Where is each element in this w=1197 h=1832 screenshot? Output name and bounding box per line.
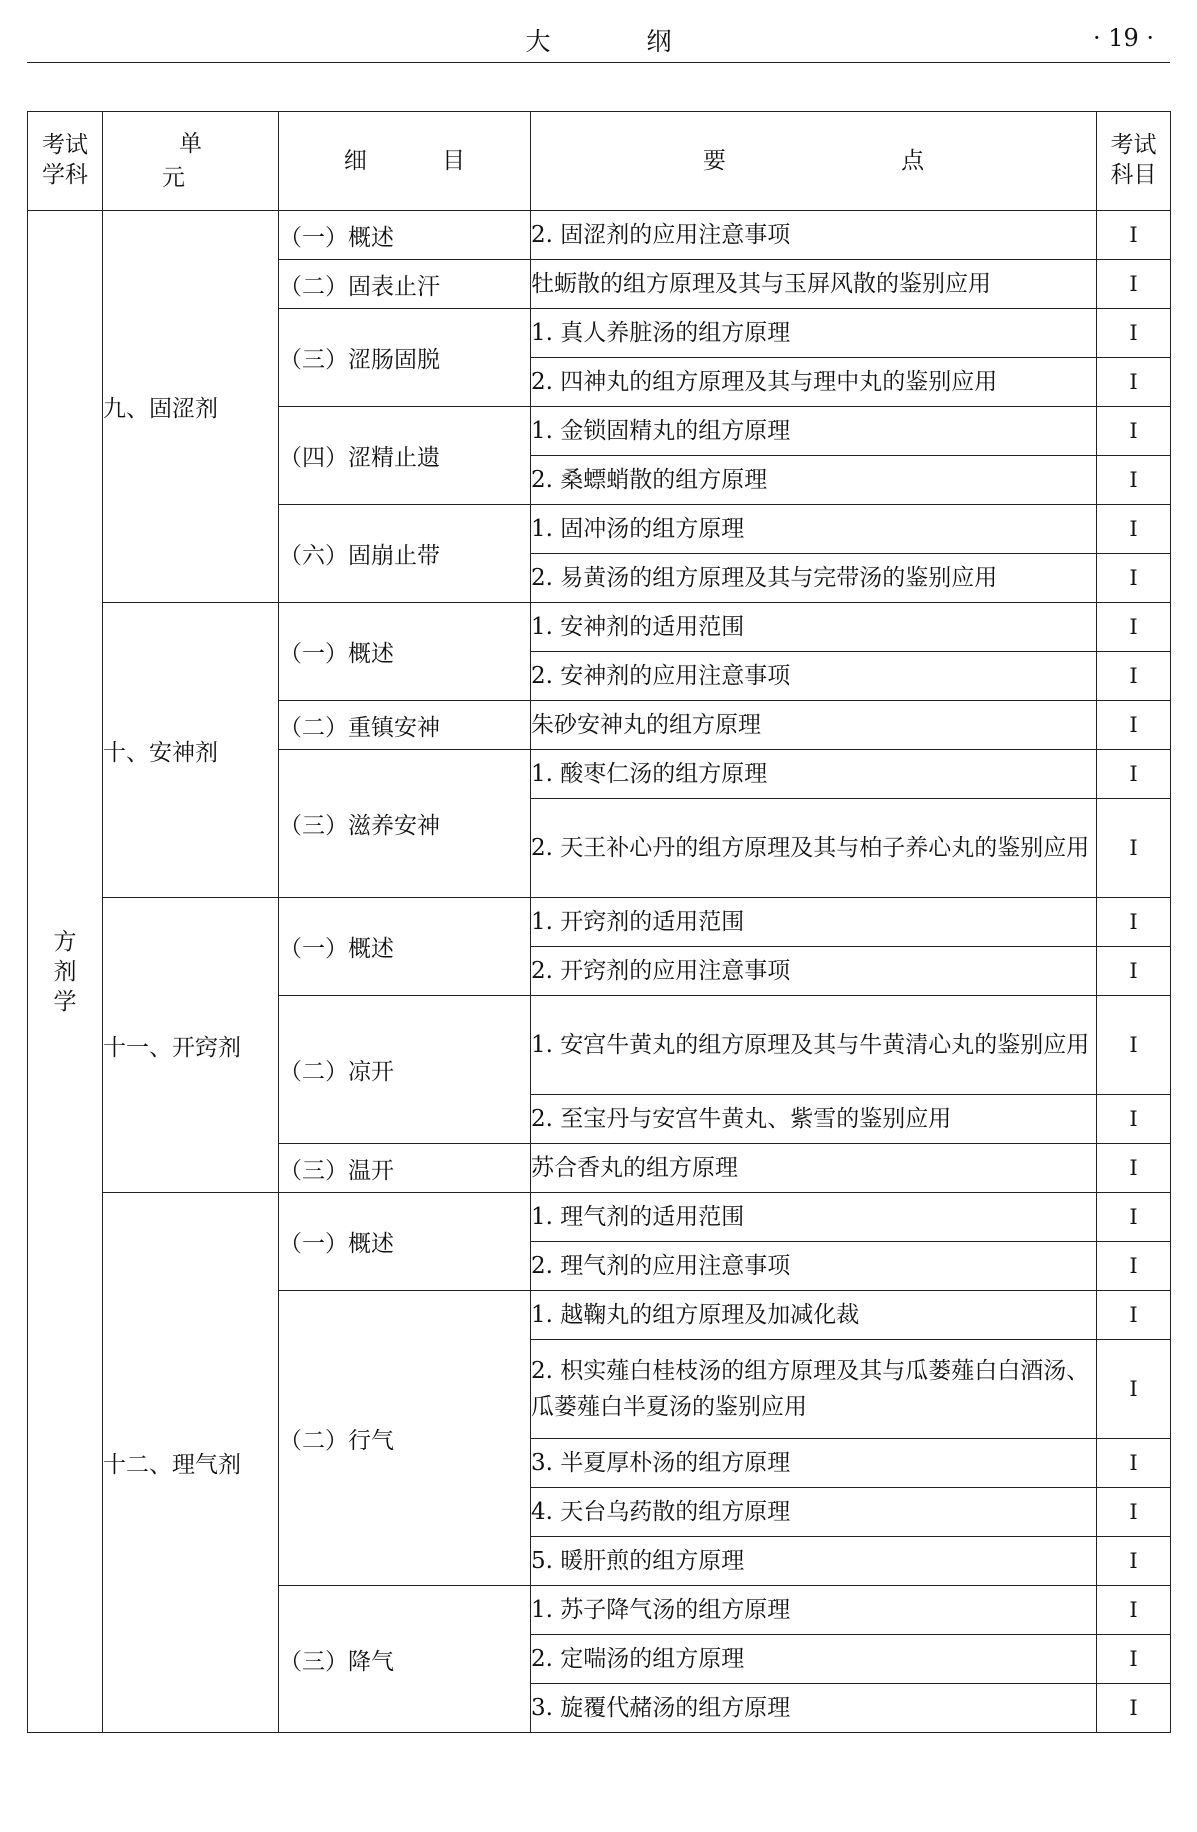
point-cell: 4. 天台乌药散的组方原理 bbox=[531, 1488, 1097, 1537]
detail-cell: （二）固表止汗 bbox=[279, 260, 531, 309]
point-cell: 1. 理气剂的适用范围 bbox=[531, 1193, 1097, 1242]
level-cell: Ⅰ bbox=[1097, 898, 1171, 947]
point-cell: 2. 桑螵蛸散的组方原理 bbox=[531, 456, 1097, 505]
detail-cell: （三）温开 bbox=[279, 1144, 531, 1193]
level-cell: Ⅰ bbox=[1097, 260, 1171, 309]
column-header-point: 要 点 bbox=[531, 112, 1097, 211]
level-cell: Ⅰ bbox=[1097, 750, 1171, 799]
table-header-row bbox=[28, 112, 1171, 211]
point-cell: 1. 安神剂的适用范围 bbox=[531, 603, 1097, 652]
detail-cell: （二）凉开 bbox=[279, 996, 531, 1144]
point-cell: 1. 安宫牛黄丸的组方原理及其与牛黄清心丸的鉴别应用 bbox=[531, 996, 1097, 1095]
level-cell: Ⅰ bbox=[1097, 1095, 1171, 1144]
point-cell: 2. 枳实薤白桂枝汤的组方原理及其与瓜蒌薤白白酒汤、瓜蒌薤白半夏汤的鉴别应用 bbox=[531, 1340, 1097, 1439]
column-header-detail: 细 目 bbox=[279, 112, 531, 211]
level-cell: Ⅰ bbox=[1097, 456, 1171, 505]
point-cell: 朱砂安神丸的组方原理 bbox=[531, 701, 1097, 750]
level-cell: Ⅰ bbox=[1097, 407, 1171, 456]
detail-cell: （三）涩肠固脱 bbox=[279, 309, 531, 407]
detail-cell: （二）行气 bbox=[279, 1291, 531, 1586]
point-cell: 2. 开窍剂的应用注意事项 bbox=[531, 947, 1097, 996]
table-row bbox=[28, 603, 1171, 652]
subject-cell bbox=[28, 211, 103, 1733]
level-cell: Ⅰ bbox=[1097, 947, 1171, 996]
point-cell: 2. 天王补心丹的组方原理及其与柏子养心丸的鉴别应用 bbox=[531, 799, 1097, 898]
point-cell: 2. 理气剂的应用注意事项 bbox=[531, 1242, 1097, 1291]
table-row bbox=[28, 898, 1171, 947]
detail-cell: （一）概述 bbox=[279, 898, 531, 996]
column-header-unit: 单 元 bbox=[103, 112, 279, 211]
column-header-subject: 考试学科 bbox=[28, 112, 103, 211]
point-cell: 2. 易黄汤的组方原理及其与完带汤的鉴别应用 bbox=[531, 554, 1097, 603]
detail-cell: （一）概述 bbox=[279, 603, 531, 701]
page-title: 大 纲 bbox=[525, 27, 716, 56]
point-cell: 2. 安神剂的应用注意事项 bbox=[531, 652, 1097, 701]
level-cell: Ⅰ bbox=[1097, 1193, 1171, 1242]
level-cell: Ⅰ bbox=[1097, 211, 1171, 260]
level-cell: Ⅰ bbox=[1097, 1586, 1171, 1635]
point-cell: 1. 酸枣仁汤的组方原理 bbox=[531, 750, 1097, 799]
table-row bbox=[28, 1193, 1171, 1242]
level-cell: Ⅰ bbox=[1097, 1684, 1171, 1733]
point-cell: 苏合香丸的组方原理 bbox=[531, 1144, 1097, 1193]
detail-cell: （三）降气 bbox=[279, 1586, 531, 1733]
level-cell: Ⅰ bbox=[1097, 1537, 1171, 1586]
level-cell: Ⅰ bbox=[1097, 799, 1171, 898]
point-cell: 3. 旋覆代赭汤的组方原理 bbox=[531, 1684, 1097, 1733]
point-cell: 1. 苏子降气汤的组方原理 bbox=[531, 1586, 1097, 1635]
level-cell: Ⅰ bbox=[1097, 701, 1171, 750]
point-cell: 2. 定喘汤的组方原理 bbox=[531, 1635, 1097, 1684]
point-cell: 1. 真人养脏汤的组方原理 bbox=[531, 309, 1097, 358]
level-cell: Ⅰ bbox=[1097, 1439, 1171, 1488]
detail-cell: （一）概述 bbox=[279, 1193, 531, 1291]
point-cell: 1. 越鞠丸的组方原理及加减化裁 bbox=[531, 1291, 1097, 1340]
level-cell: Ⅰ bbox=[1097, 309, 1171, 358]
unit-cell: 十二、理气剂 bbox=[103, 1193, 279, 1733]
point-cell: 3. 半夏厚朴汤的组方原理 bbox=[531, 1439, 1097, 1488]
point-cell: 2. 至宝丹与安宫牛黄丸、紫雪的鉴别应用 bbox=[531, 1095, 1097, 1144]
point-cell: 1. 固冲汤的组方原理 bbox=[531, 505, 1097, 554]
level-cell: Ⅰ bbox=[1097, 603, 1171, 652]
level-cell: Ⅰ bbox=[1097, 996, 1171, 1095]
level-cell: Ⅰ bbox=[1097, 1144, 1171, 1193]
page-header bbox=[27, 18, 1170, 63]
point-cell: 2. 四神丸的组方原理及其与理中丸的鉴别应用 bbox=[531, 358, 1097, 407]
subject-label: 方剂学 bbox=[53, 928, 77, 1015]
outline-body bbox=[28, 211, 1171, 1733]
detail-cell: （四）涩精止遗 bbox=[279, 407, 531, 505]
detail-cell: （三）滋养安神 bbox=[279, 750, 531, 898]
unit-cell: 九、固涩剂 bbox=[103, 211, 279, 603]
unit-cell: 十、安神剂 bbox=[103, 603, 279, 898]
level-cell: Ⅰ bbox=[1097, 1242, 1171, 1291]
level-cell: Ⅰ bbox=[1097, 1340, 1171, 1439]
level-cell: Ⅰ bbox=[1097, 505, 1171, 554]
detail-cell: （六）固崩止带 bbox=[279, 505, 531, 603]
point-cell: 1. 金锁固精丸的组方原理 bbox=[531, 407, 1097, 456]
outline-table bbox=[27, 111, 1171, 1733]
level-cell: Ⅰ bbox=[1097, 1635, 1171, 1684]
level-cell: Ⅰ bbox=[1097, 652, 1171, 701]
table-row bbox=[28, 211, 1171, 260]
point-cell: 牡蛎散的组方原理及其与玉屏风散的鉴别应用 bbox=[531, 260, 1097, 309]
point-cell: 1. 开窍剂的适用范围 bbox=[531, 898, 1097, 947]
level-cell: Ⅰ bbox=[1097, 554, 1171, 603]
detail-cell: （一）概述 bbox=[279, 211, 531, 260]
page-number: · 19 · bbox=[1092, 24, 1154, 52]
level-cell: Ⅰ bbox=[1097, 1291, 1171, 1340]
detail-cell: （二）重镇安神 bbox=[279, 701, 531, 750]
unit-cell: 十一、开窍剂 bbox=[103, 898, 279, 1193]
level-cell: Ⅰ bbox=[1097, 358, 1171, 407]
point-cell: 5. 暖肝煎的组方原理 bbox=[531, 1537, 1097, 1586]
level-cell: Ⅰ bbox=[1097, 1488, 1171, 1537]
column-header-level: 考试科目 bbox=[1097, 112, 1171, 211]
point-cell: 2. 固涩剂的应用注意事项 bbox=[531, 211, 1097, 260]
